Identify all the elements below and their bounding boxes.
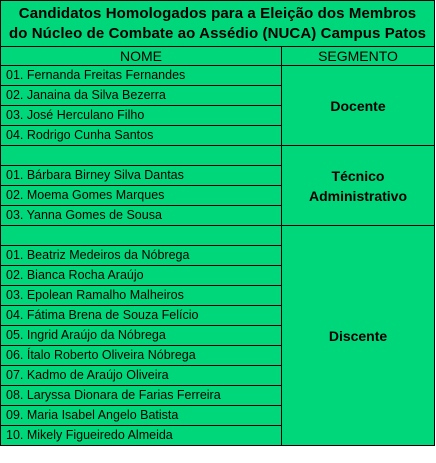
page-title	[1, 1, 435, 47]
segment-discente	[282, 226, 435, 446]
column-header-segmento: SEGMENTO	[282, 47, 435, 66]
title-line-1: Candidatos Homologados para a Eleição dos Membros	[18, 4, 417, 22]
candidate-name: 01. Fernanda Freitas Fernandes	[1, 66, 282, 86]
header-row	[1, 47, 435, 66]
blank-cell	[1, 146, 282, 166]
segment-label-line-2: Administrativo	[309, 187, 408, 204]
candidate-name: 03. Yanna Gomes de Sousa	[1, 206, 282, 226]
title-line-2: do Núcleo de Combate ao Assédio (NUCA) Campus Patos	[8, 24, 427, 42]
segment-label-line-1: Técnico	[331, 167, 385, 184]
blank-cell	[1, 226, 282, 246]
segment-tecnico-administrativo	[282, 146, 435, 226]
segment-label: Docente	[330, 97, 386, 114]
candidate-name: 07. Kadmo de Araújo Oliveira	[1, 366, 282, 386]
candidate-name: 02. Bianca Rocha Araújo	[1, 266, 282, 286]
column-header-nome: NOME	[1, 47, 282, 66]
title-row	[1, 1, 435, 47]
candidate-name: 10. Mikely Figueiredo Almeida	[1, 426, 282, 446]
candidate-name: 06. Ítalo Roberto Oliveira Nóbrega	[1, 346, 282, 366]
segment-docente	[282, 66, 435, 146]
candidate-name: 01. Bárbara Birney Silva Dantas	[1, 166, 282, 186]
candidate-name: 05. Ingrid Araújo da Nóbrega	[1, 326, 282, 346]
table-row	[1, 226, 435, 246]
candidate-name: 04. Rodrigo Cunha Santos	[1, 126, 282, 146]
candidate-name: 04. Fátima Brena de Souza Felício	[1, 306, 282, 326]
candidate-name: 01. Beatriz Medeiros da Nóbrega	[1, 246, 282, 266]
candidate-name: 02. Moema Gomes Marques	[1, 186, 282, 206]
table-row	[1, 66, 435, 86]
candidate-name: 09. Maria Isabel Angelo Batista	[1, 406, 282, 426]
table-row	[1, 146, 435, 166]
segment-label: Discente	[328, 327, 388, 344]
candidate-name: 02. Janaina da Silva Bezerra	[1, 86, 282, 106]
candidate-name: 08. Laryssa Dionara de Farias Ferreira	[1, 386, 282, 406]
candidate-name: 03. José Herculano Filho	[1, 106, 282, 126]
candidate-name: 03. Epolean Ramalho Malheiros	[1, 286, 282, 306]
